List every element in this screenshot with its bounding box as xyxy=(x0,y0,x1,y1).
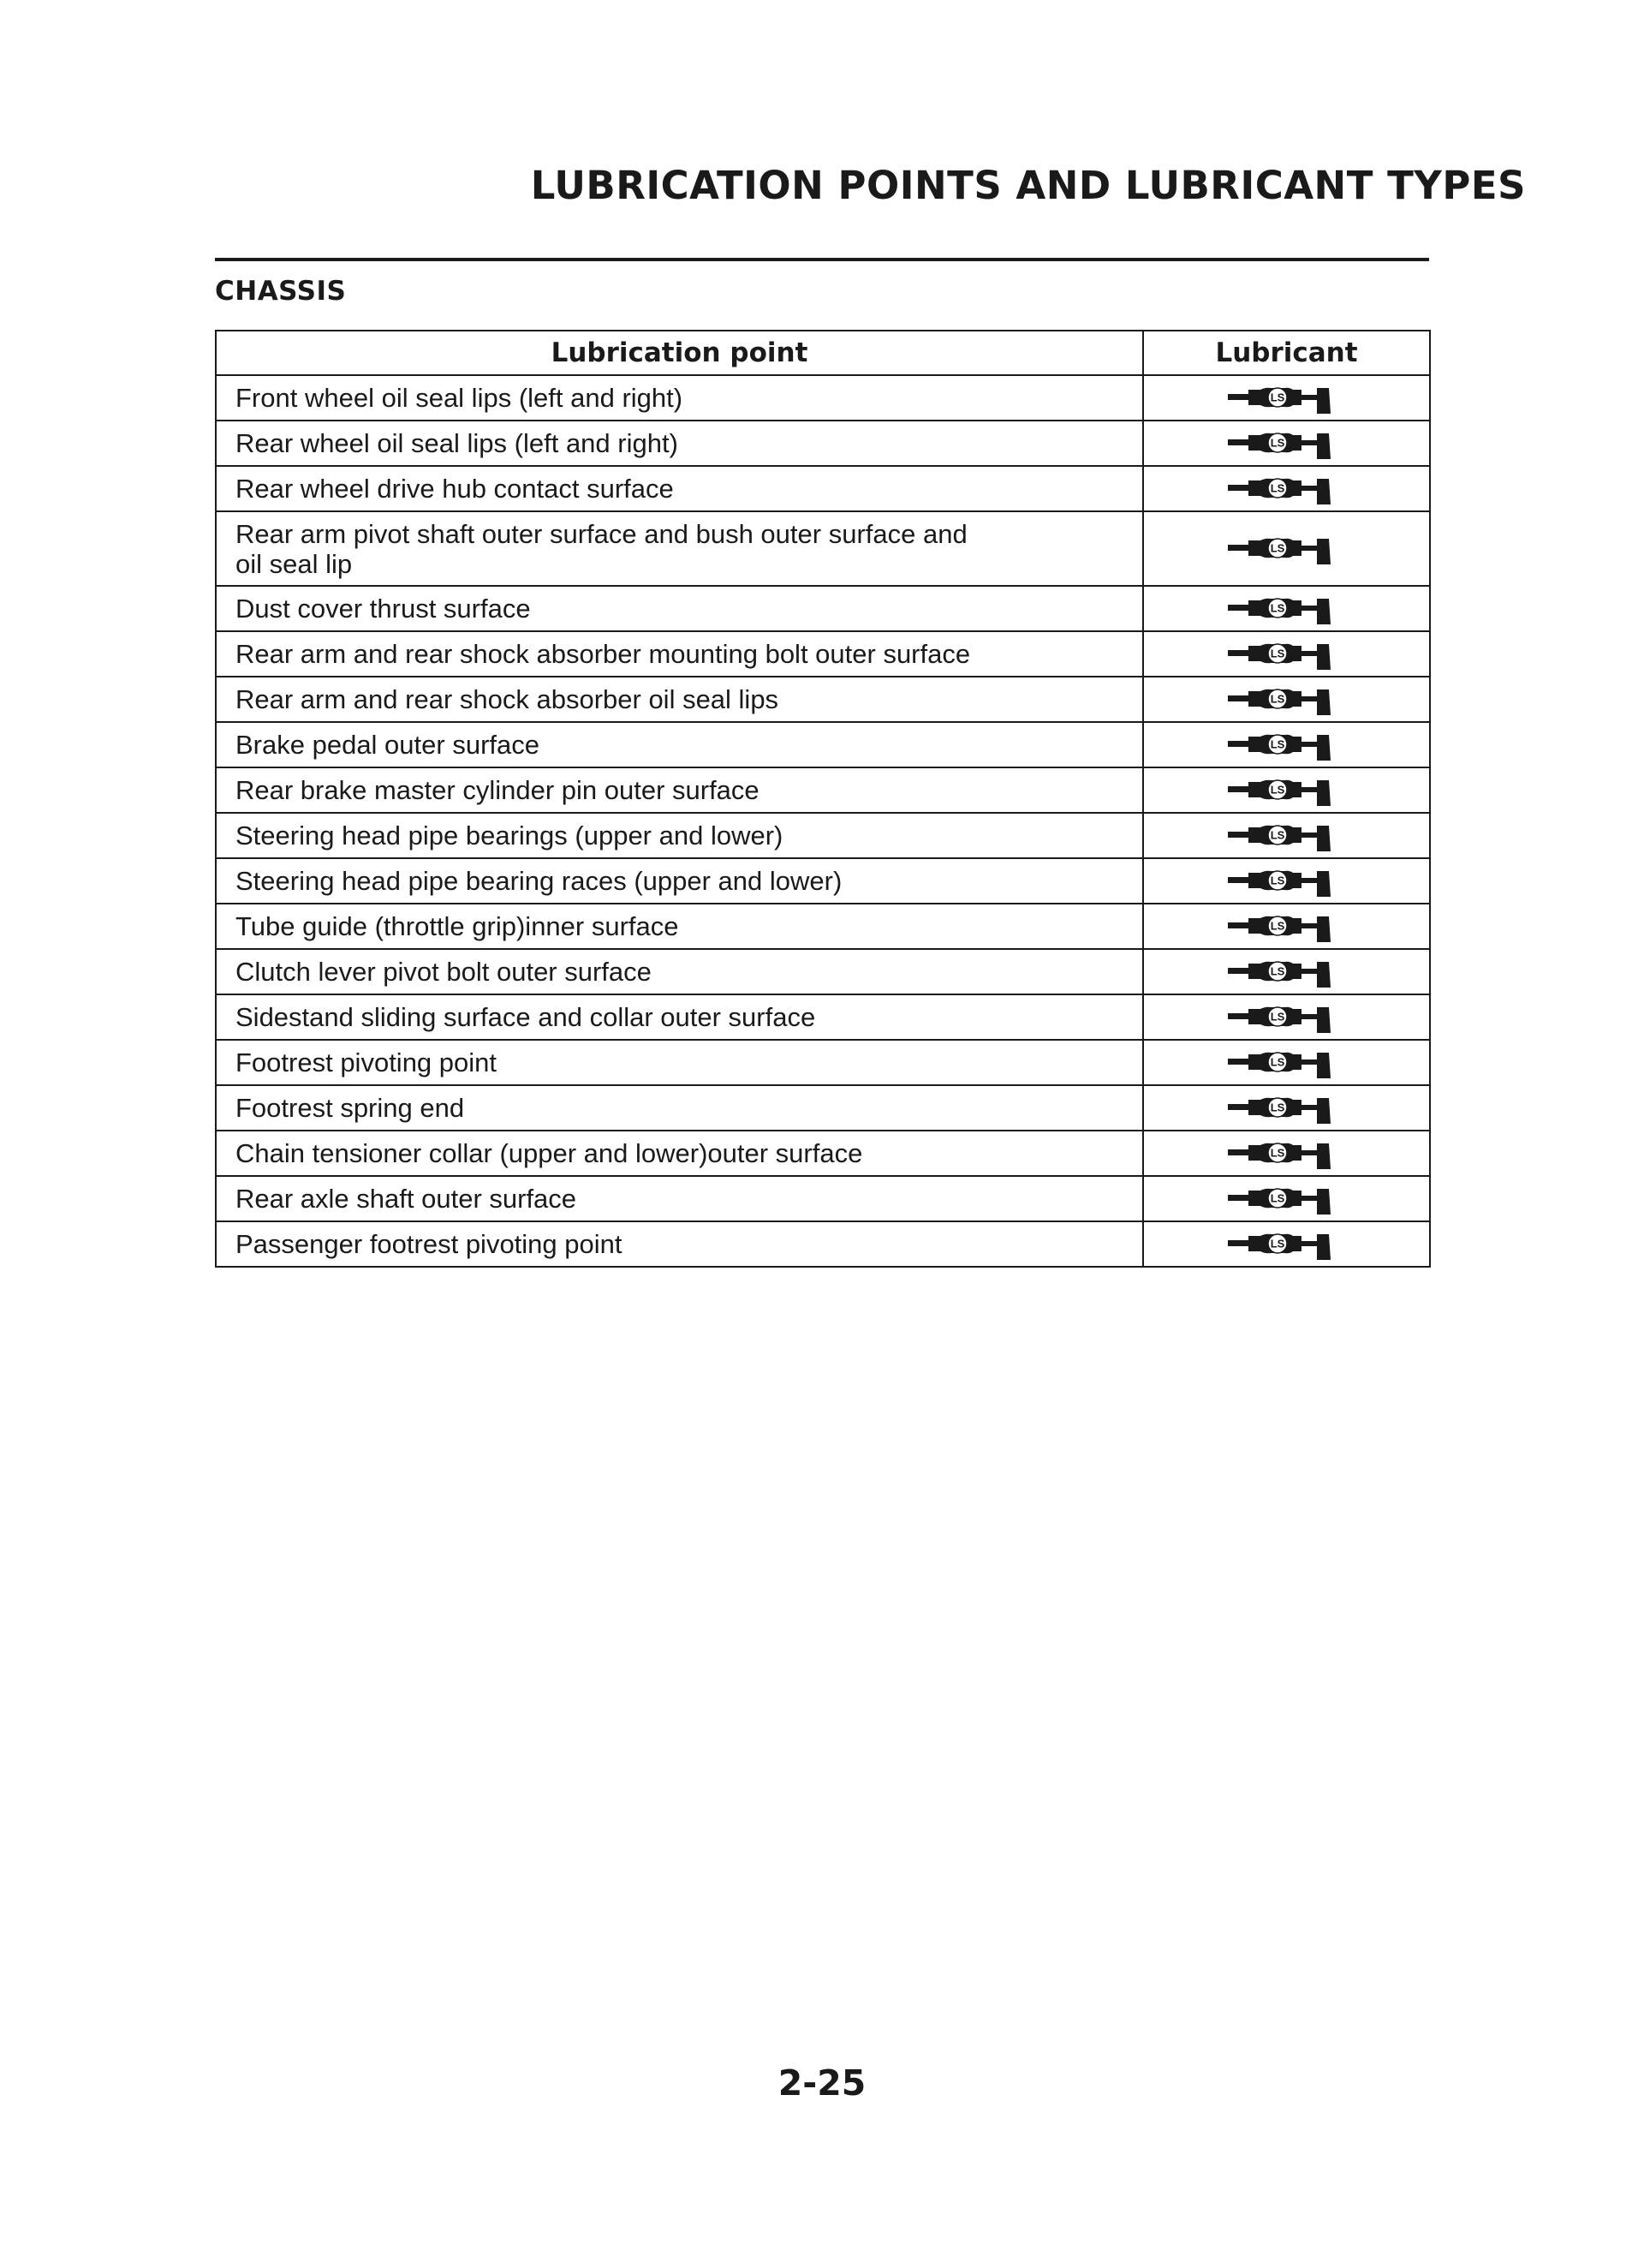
lubrication-point-text: Dust cover thrust surface xyxy=(235,594,531,624)
lubrication-point-text: Rear arm pivot shaft outer surface and bush outer surface and xyxy=(235,518,968,549)
icon-label: LS xyxy=(1270,541,1284,554)
lubricant-cell xyxy=(1143,1221,1430,1267)
lubricant-cell xyxy=(1143,421,1430,466)
lithium-soap-grease-icon xyxy=(1228,428,1336,459)
lubrication-point-text: Footrest spring end xyxy=(235,1093,465,1123)
icon-label: LS xyxy=(1270,964,1284,977)
lithium-soap-grease-icon xyxy=(1228,1229,1336,1260)
lubrication-point-cell xyxy=(216,511,1143,586)
lubrication-point-cell xyxy=(216,1221,1143,1267)
lubrication-point-text: Rear arm and rear shock absorber mounting bolt outer surface xyxy=(235,639,971,669)
icon-label: LS xyxy=(1270,737,1284,750)
lithium-soap-grease-icon xyxy=(1228,730,1336,761)
lubrication-point-text: Rear brake master cylinder pin outer surface xyxy=(235,775,759,805)
table-row xyxy=(216,631,1430,677)
lithium-soap-grease-icon xyxy=(1228,866,1336,897)
lubrication-point-text: Footrest pivoting point xyxy=(235,1047,497,1077)
icon-label: LS xyxy=(1270,647,1284,660)
lubricant-cell xyxy=(1143,994,1430,1040)
lubrication-point-cell xyxy=(216,813,1143,858)
lubrication-point-cell xyxy=(216,466,1143,511)
table-row xyxy=(216,994,1430,1040)
lubrication-point-text: Front wheel oil seal lips (left and right) xyxy=(235,383,683,413)
lubrication-point-cell xyxy=(216,1176,1143,1221)
lubrication-point-text: Chain tensioner collar (upper and lower)outer surface xyxy=(235,1138,863,1168)
page-title: LUBRICATION POINTS AND LUBRICANT TYPES xyxy=(530,163,1526,208)
lithium-soap-grease-icon xyxy=(1228,957,1336,988)
lubrication-point-cell xyxy=(216,722,1143,767)
section-title: CHASSIS xyxy=(215,276,347,307)
lithium-soap-grease-icon xyxy=(1228,911,1336,942)
lithium-soap-grease-icon xyxy=(1228,1047,1336,1078)
table-row xyxy=(216,586,1430,631)
lithium-soap-grease-icon xyxy=(1228,1184,1336,1215)
lubrication-point-cell xyxy=(216,631,1143,677)
lithium-soap-grease-icon xyxy=(1228,639,1336,670)
lubricant-cell xyxy=(1143,466,1430,511)
icon-label: LS xyxy=(1270,1010,1284,1023)
table-row xyxy=(216,466,1430,511)
lubricant-cell xyxy=(1143,767,1430,813)
table-row xyxy=(216,1221,1430,1267)
icon-label: LS xyxy=(1270,1101,1284,1113)
lithium-soap-grease-icon xyxy=(1228,1138,1336,1169)
icon-label: LS xyxy=(1270,481,1284,494)
table-row xyxy=(216,813,1430,858)
lubricant-cell xyxy=(1143,586,1430,631)
column-header-lubricant: Lubricant xyxy=(1143,331,1430,375)
lubricant-cell xyxy=(1143,677,1430,722)
lubricant-cell xyxy=(1143,858,1430,904)
icon-label: LS xyxy=(1270,1237,1284,1250)
icon-label: LS xyxy=(1270,601,1284,614)
lubrication-point-cell xyxy=(216,586,1143,631)
page-number: 2-25 xyxy=(777,2062,867,2104)
lubrication-point-text: Steering head pipe bearings (upper and lower) xyxy=(235,821,783,850)
table-row xyxy=(216,949,1430,994)
table-header-row xyxy=(216,331,1430,375)
icon-label: LS xyxy=(1270,436,1284,449)
lithium-soap-grease-icon xyxy=(1228,684,1336,715)
lubricant-cell xyxy=(1143,949,1430,994)
table-row xyxy=(216,722,1430,767)
column-header-lubrication-point: Lubrication point xyxy=(216,331,1143,375)
lubrication-point-cell xyxy=(216,1040,1143,1085)
icon-label: LS xyxy=(1270,783,1284,796)
lubrication-point-cell xyxy=(216,421,1143,466)
lubricant-cell xyxy=(1143,904,1430,949)
lubricant-cell xyxy=(1143,511,1430,586)
table-row xyxy=(216,904,1430,949)
lubrication-point-text: Rear wheel oil seal lips (left and right) xyxy=(235,428,678,458)
lubrication-point-text: Brake pedal outer surface xyxy=(235,730,539,760)
lubrication-point-text: oil seal lip xyxy=(235,548,353,579)
icon-label: LS xyxy=(1270,919,1284,932)
lubrication-point-cell xyxy=(216,767,1143,813)
lubricant-cell xyxy=(1143,722,1430,767)
lithium-soap-grease-icon xyxy=(1228,474,1336,504)
lubricant-cell xyxy=(1143,375,1430,421)
lithium-soap-grease-icon xyxy=(1228,775,1336,806)
lubrication-point-text: Steering head pipe bearing races (upper and lower) xyxy=(235,866,843,896)
lubricant-cell xyxy=(1143,1040,1430,1085)
table-row xyxy=(216,1131,1430,1176)
lubrication-point-cell xyxy=(216,375,1143,421)
table-row xyxy=(216,421,1430,466)
table-row xyxy=(216,1085,1430,1131)
lithium-soap-grease-icon xyxy=(1228,1093,1336,1124)
lithium-soap-grease-icon xyxy=(1228,534,1336,564)
lubrication-table xyxy=(215,330,1431,1268)
lubricant-cell xyxy=(1143,813,1430,858)
table-row xyxy=(216,767,1430,813)
section-divider xyxy=(215,258,1429,261)
lubrication-point-cell xyxy=(216,949,1143,994)
lithium-soap-grease-icon xyxy=(1228,821,1336,851)
lubrication-point-cell xyxy=(216,1131,1143,1176)
lubricant-cell xyxy=(1143,631,1430,677)
table-row xyxy=(216,1040,1430,1085)
lubrication-point-text: Passenger footrest pivoting point xyxy=(235,1229,622,1259)
table-row xyxy=(216,375,1430,421)
icon-label: LS xyxy=(1270,1055,1284,1068)
table-row xyxy=(216,677,1430,722)
icon-label: LS xyxy=(1270,1191,1284,1204)
icon-label: LS xyxy=(1270,692,1284,705)
lubrication-point-text: Rear axle shaft outer surface xyxy=(235,1184,577,1214)
lubrication-point-text: Tube guide (throttle grip)inner surface xyxy=(235,911,679,941)
lithium-soap-grease-icon xyxy=(1228,383,1336,414)
icon-label: LS xyxy=(1270,1146,1284,1159)
lubrication-point-cell xyxy=(216,1085,1143,1131)
icon-label: LS xyxy=(1270,391,1284,403)
lubrication-point-cell xyxy=(216,677,1143,722)
lubricant-cell xyxy=(1143,1176,1430,1221)
lubrication-point-text: Clutch lever pivot bolt outer surface xyxy=(235,957,652,987)
table-body xyxy=(216,375,1430,1267)
table-row xyxy=(216,858,1430,904)
lubrication-point-cell xyxy=(216,858,1143,904)
table-row xyxy=(216,1176,1430,1221)
lubrication-point-text: Rear wheel drive hub contact surface xyxy=(235,474,674,504)
lithium-soap-grease-icon xyxy=(1228,594,1336,624)
lubrication-point-text: Sidestand sliding surface and collar outer surface xyxy=(235,1002,816,1032)
lubricant-cell xyxy=(1143,1131,1430,1176)
lubricant-cell xyxy=(1143,1085,1430,1131)
lubrication-point-cell xyxy=(216,904,1143,949)
lithium-soap-grease-icon xyxy=(1228,1002,1336,1033)
table-row xyxy=(216,511,1430,586)
icon-label: LS xyxy=(1270,874,1284,886)
lubrication-point-cell xyxy=(216,994,1143,1040)
icon-label: LS xyxy=(1270,828,1284,841)
lubrication-point-text: Rear arm and rear shock absorber oil seal lips xyxy=(235,684,779,714)
